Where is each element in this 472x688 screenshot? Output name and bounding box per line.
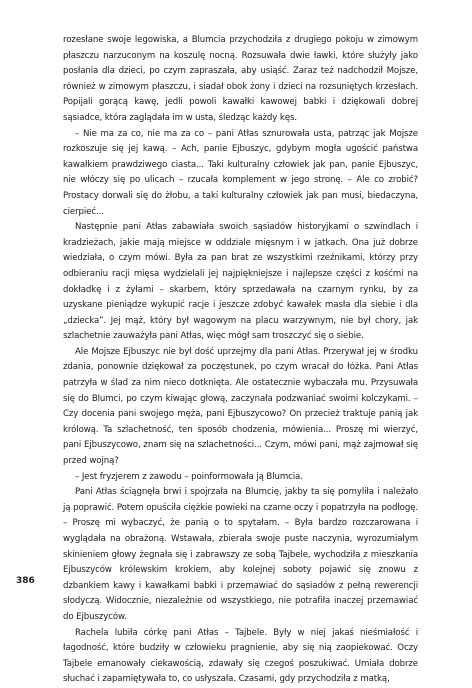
paragraph: Następnie pani Atłas zabawiała swoich sąsiadów historyjkami o szwindlach i kradzieżach, jakie mają miejsce w oddziale mięsnym i w jatkach. Ona już dobrze wiedziała, o czym mówi. Była za pan brat ze wszystkimi rzeźnikami, którzy przy odbieraniu racji mięsa wydzielali jej najpiękniejsze i najlepsze części z kośćmi na dokładkę i z żyłami – skarbem, który sprzedawała na czarnym rynku, by za uzyskane pieniądze wykupić racje i jeszcze zdobyć kawałek masła dla siebie i dla „dziecka”. Jej mąż, który był wagowym na placu warzywnym, nie był chory, jak szlachetnie zauważyła pani Atłas, więc mógł sam troszczyć się o siebie.	[63, 222, 418, 342]
paragraph: rozesłane swoje legowiska, a Blumcia przychodziła z drugiego pokoju w zimowym płaszczu narzuconym na koszulę nocną. Rozsuwała dwie ławki, które służyły jako posłania dla dzieci, po czym zapraszała, aby usiąść. Zaraz też nadchodził Mojsze, również w zimowym płaszczu, i siadał obok żony i dzieci na rozsuniętych krzesłach. Popijali gorącą kawę, jedli powoli kawałki kawowej babki i dziękowali dobrej sąsiadce, która zaglądała im w usta, śledząc każdy kęs.	[63, 35, 418, 123]
page-number: 386	[16, 576, 35, 586]
paragraph: – Jest fryzjerem z zawodu – poinformowała ją Blumcia.	[75, 471, 303, 482]
body-text	[63, 33, 418, 688]
paragraph: Pani Atłas ściągnęła brwi i spojrzała na Blumcię, jakby ta się pomyliła i należało ją poprawić. Potem opuściła ciężkie powieki na czarne oczy i popatrzyła na podłogę. – Proszę mi wybaczyć, że panią o to spytałam. – Była bardzo rozczarowana i wyglądała na obrażoną. Wstawała, zbierała swoje puste naczynia, wyrozumiałym skinieniem głowy żegnała się i zabrawszy ze sobą Tajbele, wychodziła z mieszkania Ejbuszyców królewskim krokiem, aby kolejnej soboty pojawić się znowu z dzbankiem kawy i kawałkami babki i przemawiać do sąsiadów z pełną rewerencji słodyczą. Widocznie, niezależnie od wszystkiego, nie potrafiła inaczej przemawiać do Ejbuszyców.	[63, 487, 418, 622]
paragraph: – Nie ma za co, nie ma za co – pani Atłas sznurowała usta, patrząc jak Mojsze rozkoszuje się jej kawą. – Ach, panie Ejbuszyc, gdybym mogła ugościć państwa kawałkiem prawdziwego ciasta... Taki kulturalny człowiek jak pan, panie Ejbuszyc, nie włóczy się po ulicach – rzucała komplement w jego stronę. – Ale co zrobić? Prostacy dorwali się do żłobu, a taki kulturalny człowiek jak pan musi, biedaczyna, cierpieć...	[63, 128, 418, 217]
paragraph: Ale Mojsze Ejbuszyc nie był dość uprzejmy dla pani Atłas. Przerywał jej w środku zdania, ponownie dziękował za poczęstunek, po czym wracał do łóżka. Pani Atłas patrzyła w ślad za nim nieco dotknięta. Ale ostatecznie wybaczała mu. Przysuwała się do Blumci, po czym kiwając głową, zaczynała podzwaniać swoimi kolczykami. – Czy docenia pani swojego męża, pani Ejbuszycowo? On przecież traktuje panią jak królową. Ta szlachetność, ten sposób chodzenia, mówienia... Proszę mi wierzyć, pani Ejbuszycowo, znam się na szlachetności... Czym, mówi pani, mąż zajmował się przed wojną?	[63, 346, 418, 467]
paragraph: Rachela lubiła córkę pani Atłas – Tajbele. Były w niej jakaś nieśmiałość i łagodność, które budziły w człowieku pragnienie, aby się nią zaopiekować. Oczy Tajbele emanowały ciekawością, zdawały się czegoś poszukiwać. Umiała dobrze słuchać i zapamiętywała to, co usłyszała. Czasami, gdy przychodziła z matką,	[63, 627, 418, 685]
